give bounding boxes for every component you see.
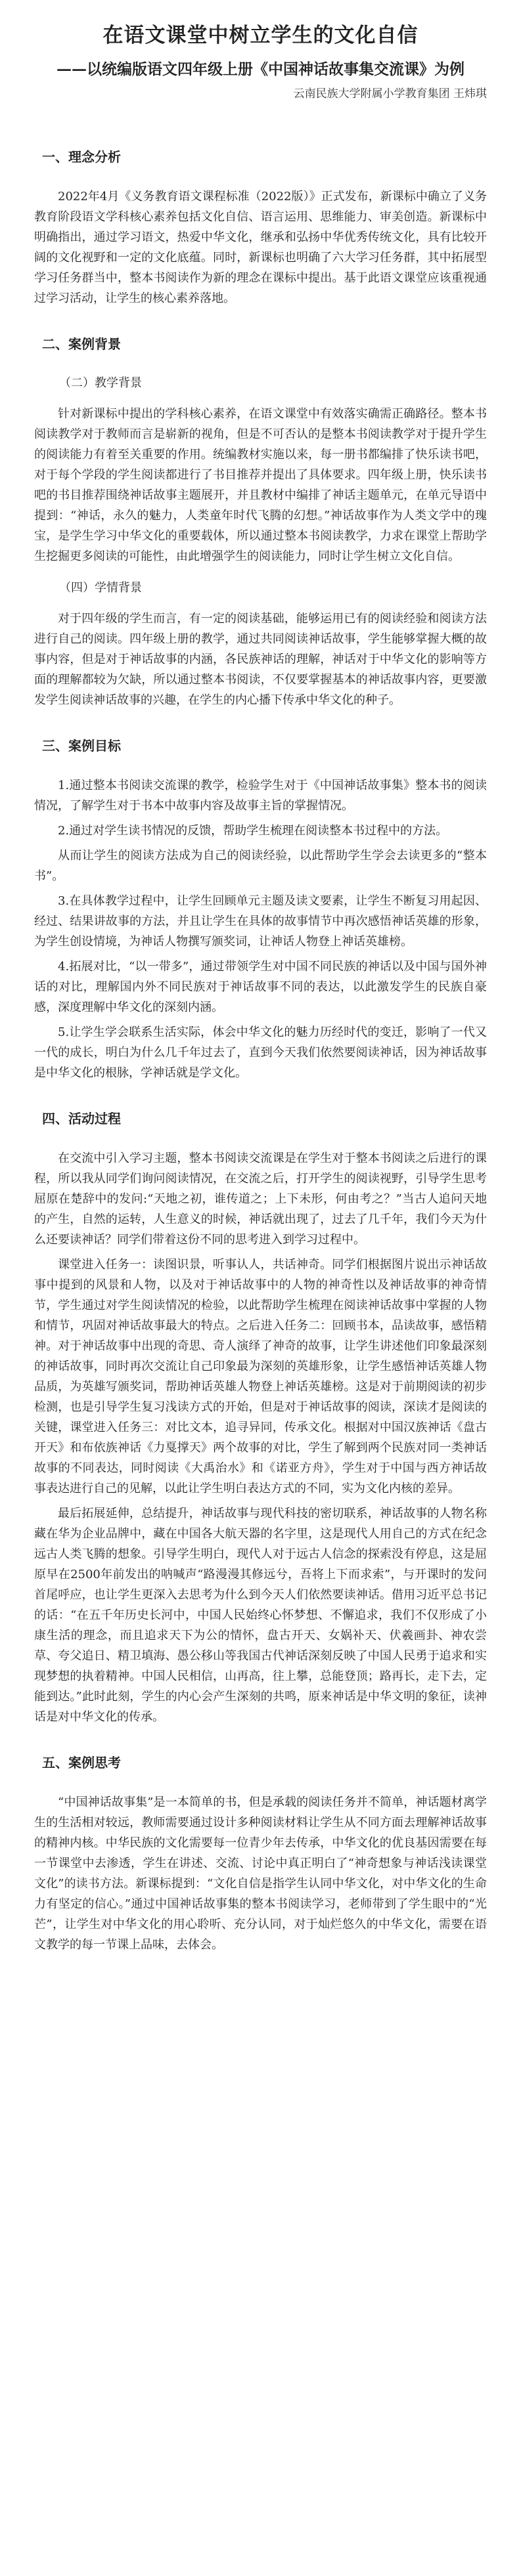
paragraph: 5.让学生学会联系生活实际，体会中华文化的魅力历经时代的变迁，影响了一代又一代的成长，明白为什么几千年过去了，直到今天我们依然要阅读神话，因为神话故事是中华文化的根脉，学神话就是学文化。 <box>34 1025 487 1080</box>
section-case-goals <box>34 735 487 1083</box>
paragraph: 2.通过对学生读书情况的反馈，帮助学生梳理在阅读整本书过程中的方法。 <box>58 824 448 838</box>
paragraph: “中国神话故事集”是一本简单的书，但是承载的阅读任务并不简单，神话题材离学生的生活相对较远，教师需要通过设计多种阅读材料让学生从不同方面去理解神话故事的精神内核。中华民族的文化需要每一位青少年去传承，中华文化的优良基因需要在每一节课堂中去渗透，学生在讲述、交流、讨论中真正明白了“神奇想象与神话浅读课堂文化”的读书方法。新课标提到：“文化自信是指学生认同中华文化，对中华文化的生命力有坚定的信心。”通过中国神话故事集的整本书阅读学习，老师带到了学生眼中的“光芒”，让学生对中华文化的用心聆听、充分认同，对于灿烂悠久的中华文化，需要在语文教学的每一节课上品味，去体会。 <box>34 1795 487 1952</box>
paragraph: 针对新课标中提出的学科核心素养，在语文课堂中有效落实确需正确路径。整本书阅读教学对于教师而言是崭新的视角，但是不可否认的是整本书阅读教学对于提升学生的阅读能力有着至关重要的作用。统编教材实施以来，每一册书都编排了快乐读书吧，对于每个学段的学生阅读都进行了书目推荐并提出了具体要求。四年级上册，快乐读书吧的书目推荐围绕神话故事主题展开，并且教材中编排了神话主题单元，在单元导语中提到：“神话，永久的魅力，人类童年时代飞腾的幻想。”神话故事作为人类文学中的瑰宝，是学生学习中华文化的重要载体，所以通过整本书阅读教学，力求在课堂上帮助学生挖掘更多阅读的可能性，由此增强学生的阅读能力，同时让学生树立文化自信。 <box>34 407 487 563</box>
subsection-heading: （四）学情背景 <box>59 581 142 595</box>
paragraph: 最后拓展延伸，总结提升，神话故事与现代科技的密切联系，神话故事的人物名称藏在华为企业品牌中，藏在中国各大航天器的名字里，这是现代人用自己的方式在纪念远古人类飞腾的想象。引导学生明白，现代人对于远古人信念的探索没有停息，这是屈原早在2500年前发出的呐喊声“路漫漫其修远兮，吾将上下而求索”，与开课时的发问首尾呼应，也让学生更深入去思考为什么到今天人们依然要读神话。借用习近平总书记的话：“在五千年历史长河中，中国人民始终心怀梦想、不懈追求，我们不仅形成了小康生活的理念，而且追求天下为公的情怀，盘古开天、女娲补天、伏羲画卦、神农尝草、夸父追日、精卫填海、愚公移山等我国古代神话深刻反映了中国人民勇于追求和实现梦想的执着精神。中国人民相信，山再高，往上攀，总能登顶；路再长，走下去，定能到达。”此时此刻，学生的内心会产生深刻的共鸣，原来神话是中华文明的象征，读神话是对中华文化的传承。 <box>34 1507 487 1724</box>
author-affiliation: 云南民族大学附属小学教育集团 王炜琪 <box>293 87 487 100</box>
section-heading: 二、案例背景 <box>42 336 121 352</box>
subsection-heading: （二）教学背景 <box>59 376 142 390</box>
paragraph: 课堂进入任务一：读图识景，听事认人，共话神奇。同学们根据图片说出示神话故事中提到的风景和人物，以及对于神话故事中的人物的神奇性以及神话故事的神奇情节，学生通过对学生阅读情况的检验，以此帮助学生梳理在阅读神话故事中掌握的人物和情节，巩固对神话故事最大的特点。之后进入任务二：回顾书本，品读故事，感悟精神。对于神话故事中出现的奇思、奇人演绎了神奇的故事，让学生讲述他们印象最深刻的神话故事，同时再次交流让自己印象最为深刻的英雄形象，让学生感悟神话英雄人物品质，为英雄写颁奖词，帮助神话英雄人物登上神话英雄榜。这是对于前期阅读的初步检测，也是引导学生复习浅读方式的开始，但是对于神话故事的阅读，深读才是阅读的关键，课堂进入任务三：对比文本，追寻异同，传承文化。根据对中国汉族神话《盘古开天》和布依族神话《力戛撑天》两个故事的对比，学生了解到两个民族对同一类神话故事的不同表达，同时阅读《大禹治水》和《诺亚方舟》，学生对于中国与西方神话故事表达进行自己的见解，以此让学生明白表达方式的不同，实为文化内核的差异。 <box>34 1258 487 1495</box>
paragraph: 2022年4月《义务教育语文课程标准（2022版）》正式发布，新课标中确立了义务教育阶段语文学科核心素养包括文化自信、语言运用、思维能力、审美创造。新课标中明确指出，通过学习语文，热爱中华文化，继承和弘扬中华优秀传统文化，具有比较开阔的文化视野和一定的文化底蕴。同时，新课标也明确了六大学习任务群，其中拓展型学习任务群当中，整本书阅读作为新的理念在课标中提出。基于此语文课堂应该重视通过学习活动，让学生的核心素养落地。 <box>34 190 487 305</box>
paragraph: 1.通过整本书阅读交流课的教学，检验学生对于《中国神话故事集》整本书的阅读情况，了解学生对于书本中故事内容及故事主旨的掌握情况。 <box>34 779 487 813</box>
section-case-background <box>34 333 487 710</box>
paragraph: 在交流中引入学习主题，整本书阅读交流课是在学生对于整本书阅读之后进行的课程，所以我从同学们询问阅读情况，在交流之后，打开学生的阅读视野，引导学生思考屈原在楚辞中的发问:“天地之初，谁传道之；上下未形，何由考之？”当古人追问天地的产生，自然的运转，人生意义的时候，神话就出现了，过去了几千年，我们今天为什么还要读神话？同学们带着这份不同的思考进入到学习过程中。 <box>34 1151 487 1247</box>
section-concept-analysis <box>34 146 487 309</box>
section-heading: 三、案例目标 <box>42 738 121 754</box>
section-case-reflection <box>34 1752 487 1955</box>
article-title: 在语文课堂中树立学生的文化自信 <box>102 24 419 47</box>
paragraph: 从而让学生的阅读方法成为自己的阅读经验，以此帮助学生学会去读更多的“整本书”。 <box>34 849 487 883</box>
paragraph: 对于四年级的学生而言，有一定的阅读基础，能够运用已有的阅读经验和阅读方法进行自己的阅读。四年级上册的教学，通过共同阅读神话故事，学生能够掌握大概的故事内容，但是对于神话故事的内涵，各民族神话的理解，神话对于中华文化的影响等方面的理解都较为欠缺，所以通过整本书阅读，不仅要掌握基本的神话故事内容，更要激发学生阅读神话故事的兴趣，在学生的内心播下传承中华文化的种子。 <box>34 612 487 707</box>
section-heading: 四、活动过程 <box>42 1111 121 1127</box>
paragraph: 4.拓展对比，“以一带多”，通过带领学生对中国不同民族的神话以及中国与国外神话的对比，理解国内外不同民族对于神话故事不同的表达，以此激发学生的民族自豪感，深度理解中华文化的深刻内涵。 <box>34 960 487 1014</box>
paragraph: 3.在具体教学过程中，让学生回顾单元主题及读文要素，让学生不断复习用起因、经过、结果讲故事的方法，并且让学生在具体的故事情节中再次感悟神话英雄的形象，为学生创设情境，为神话人物撰写颁奖词，让神话人物登上神话英雄榜。 <box>34 894 487 949</box>
article-subtitle: ——以统编版语文四年级上册《中国神话故事集交流课》为例 <box>57 60 464 78</box>
section-heading: 五、案例思考 <box>42 1755 121 1771</box>
section-activity-process <box>34 1108 487 1727</box>
section-heading: 一、理念分析 <box>42 149 121 165</box>
